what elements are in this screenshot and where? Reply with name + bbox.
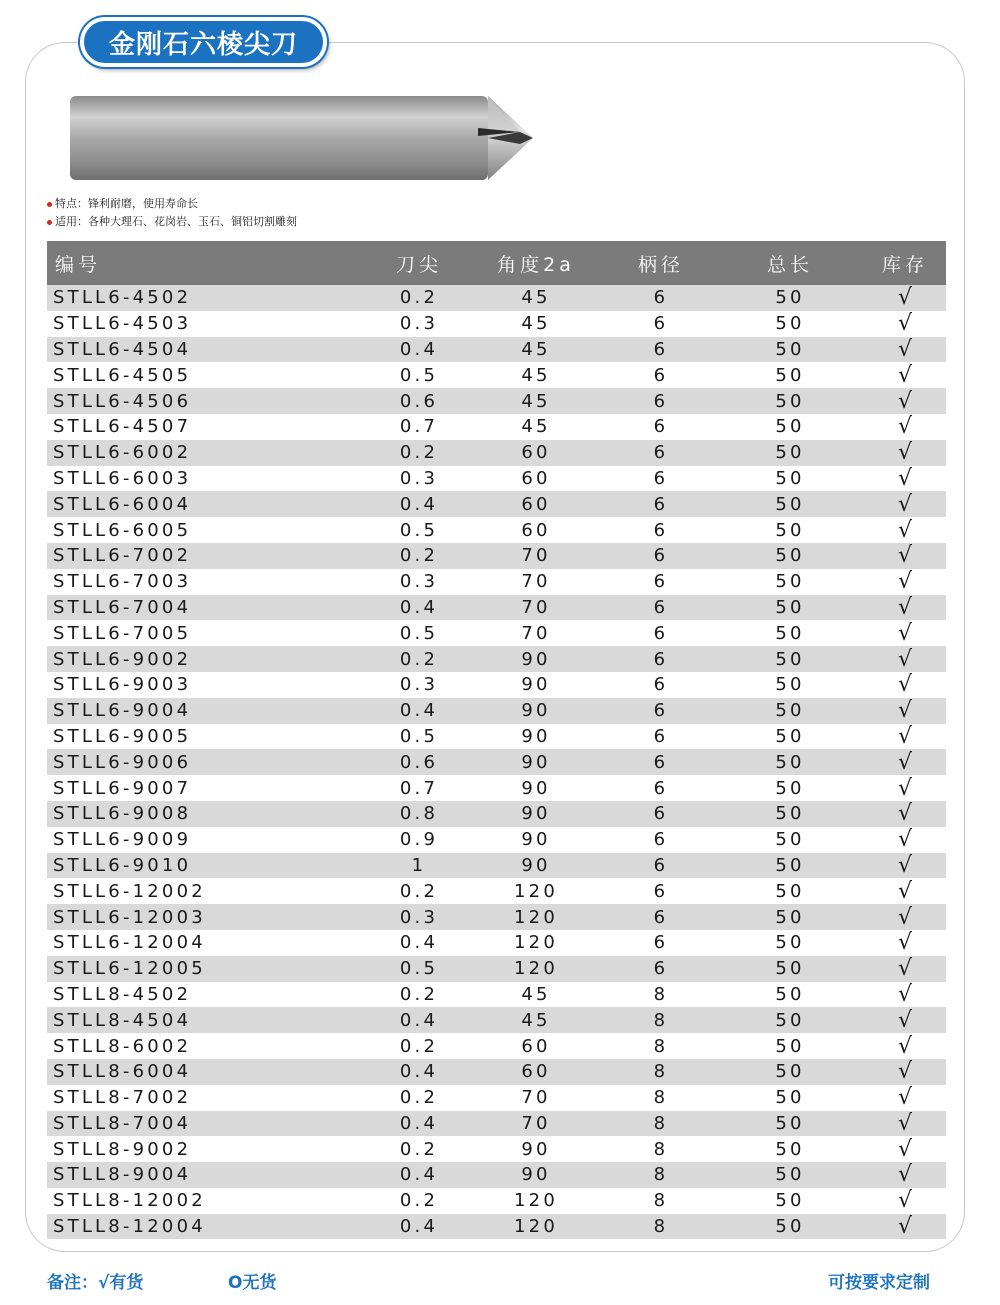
cell-length: 50 bbox=[775, 1164, 805, 1186]
table-row bbox=[47, 724, 946, 750]
cell-tip: 0.3 bbox=[399, 674, 439, 696]
table-row bbox=[47, 620, 946, 646]
cell-tip: 0.8 bbox=[399, 803, 439, 825]
cell-stock: √ bbox=[897, 749, 913, 775]
cell-tip: 0.7 bbox=[399, 416, 439, 438]
table-row bbox=[47, 1033, 946, 1059]
cell-tip: 0.5 bbox=[399, 725, 439, 747]
cell-length: 50 bbox=[775, 622, 805, 644]
cell-shank: 6 bbox=[653, 674, 669, 696]
cell-length: 50 bbox=[775, 854, 805, 876]
table-row bbox=[47, 1111, 946, 1137]
cell-angle: 120 bbox=[514, 880, 558, 902]
cell-stock: √ bbox=[897, 388, 913, 414]
cell-shank: 6 bbox=[653, 416, 669, 438]
table-row bbox=[47, 595, 946, 621]
cell-angle: 120 bbox=[514, 958, 558, 980]
cell-tip: 0.6 bbox=[399, 751, 439, 773]
cell-code: STLL8-6002 bbox=[53, 1035, 192, 1057]
cell-stock: √ bbox=[897, 285, 913, 311]
cell-code: STLL6-7004 bbox=[53, 596, 192, 618]
table-row bbox=[47, 285, 946, 311]
cell-shank: 8 bbox=[653, 1061, 669, 1083]
header-stock: 库存 bbox=[881, 253, 928, 276]
cell-code: STLL6-9002 bbox=[53, 648, 192, 670]
cell-stock: √ bbox=[897, 620, 913, 646]
cell-angle: 120 bbox=[514, 932, 558, 954]
table-row bbox=[47, 1214, 946, 1240]
cell-length: 50 bbox=[775, 803, 805, 825]
cell-shank: 6 bbox=[653, 958, 669, 980]
cell-code: STLL6-9004 bbox=[53, 700, 192, 722]
cell-stock: √ bbox=[897, 414, 913, 440]
cell-length: 50 bbox=[775, 416, 805, 438]
cell-code: STLL6-9006 bbox=[53, 751, 192, 773]
header-shank: 柄径 bbox=[637, 253, 684, 276]
table-row bbox=[47, 1188, 946, 1214]
cell-angle: 70 bbox=[521, 571, 551, 593]
cell-length: 50 bbox=[775, 751, 805, 773]
cell-shank: 6 bbox=[653, 725, 669, 747]
cell-shank: 6 bbox=[653, 467, 669, 489]
cell-length: 50 bbox=[775, 958, 805, 980]
cell-length: 50 bbox=[775, 287, 805, 309]
header-angle: 角度2a bbox=[497, 253, 575, 276]
cell-angle: 45 bbox=[521, 983, 551, 1005]
cell-tip: 0.4 bbox=[399, 1216, 439, 1238]
cell-length: 50 bbox=[775, 364, 805, 386]
cell-tip: 0.2 bbox=[399, 983, 439, 1005]
cell-length: 50 bbox=[775, 906, 805, 928]
cell-angle: 90 bbox=[521, 803, 551, 825]
cell-angle: 70 bbox=[521, 596, 551, 618]
cell-shank: 6 bbox=[653, 493, 669, 515]
table-row bbox=[47, 878, 946, 904]
cell-stock: √ bbox=[897, 311, 913, 337]
cell-code: STLL8-7004 bbox=[53, 1112, 192, 1134]
cell-length: 50 bbox=[775, 648, 805, 670]
red-bullet-icon bbox=[47, 220, 52, 225]
table-row bbox=[47, 956, 946, 982]
cell-angle: 45 bbox=[521, 1009, 551, 1031]
cell-tip: 0.2 bbox=[399, 1035, 439, 1057]
cell-stock: √ bbox=[897, 775, 913, 801]
cell-length: 50 bbox=[775, 983, 805, 1005]
cell-tip: 0.9 bbox=[399, 829, 439, 851]
cell-shank: 6 bbox=[653, 390, 669, 412]
cell-stock: √ bbox=[897, 723, 913, 749]
cell-tip: 1 bbox=[411, 854, 427, 876]
cell-length: 50 bbox=[775, 442, 805, 464]
cell-stock: √ bbox=[897, 491, 913, 517]
cell-stock: √ bbox=[897, 594, 913, 620]
cell-code: STLL8-9002 bbox=[53, 1138, 192, 1160]
cell-angle: 90 bbox=[521, 1164, 551, 1186]
cell-code: STLL8-4502 bbox=[53, 983, 192, 1005]
cell-code: STLL6-7005 bbox=[53, 622, 192, 644]
cell-angle: 90 bbox=[521, 777, 551, 799]
cell-shank: 6 bbox=[653, 751, 669, 773]
cell-shank: 6 bbox=[653, 338, 669, 360]
cell-length: 50 bbox=[775, 1216, 805, 1238]
cell-stock: √ bbox=[897, 1085, 913, 1111]
cell-stock: √ bbox=[897, 852, 913, 878]
table-row bbox=[47, 698, 946, 724]
cell-length: 50 bbox=[775, 390, 805, 412]
cell-shank: 6 bbox=[653, 854, 669, 876]
custom-order-note: 可按要求定制 bbox=[828, 1273, 930, 1293]
cell-stock: √ bbox=[897, 543, 913, 569]
cell-length: 50 bbox=[775, 338, 805, 360]
cell-shank: 6 bbox=[653, 287, 669, 309]
feature-item bbox=[47, 195, 297, 213]
table-row bbox=[47, 1007, 946, 1033]
cell-length: 50 bbox=[775, 493, 805, 515]
cell-tip: 0.2 bbox=[399, 1190, 439, 1212]
cell-angle: 90 bbox=[521, 648, 551, 670]
cell-length: 50 bbox=[775, 1190, 805, 1212]
cell-length: 50 bbox=[775, 1009, 805, 1031]
cell-shank: 6 bbox=[653, 519, 669, 541]
note-label: 备注： bbox=[47, 1273, 98, 1293]
cell-code: STLL6-7003 bbox=[53, 571, 192, 593]
cell-stock: √ bbox=[897, 904, 913, 930]
table-row bbox=[47, 801, 946, 827]
cell-tip: 0.5 bbox=[399, 519, 439, 541]
cell-angle: 60 bbox=[521, 519, 551, 541]
cell-shank: 8 bbox=[653, 1009, 669, 1031]
feature-text: 适用：各种大理石、花岗岩、玉石、铜铝切割雕刻 bbox=[55, 215, 297, 228]
cell-stock: √ bbox=[897, 1162, 913, 1188]
page-title: 金刚石六棱尖刀 bbox=[80, 17, 327, 67]
cell-tip: 0.5 bbox=[399, 958, 439, 980]
table-row bbox=[47, 749, 946, 775]
cell-length: 50 bbox=[775, 1035, 805, 1057]
cell-angle: 90 bbox=[521, 829, 551, 851]
header-length: 总长 bbox=[766, 253, 813, 276]
cell-stock: √ bbox=[897, 646, 913, 672]
product-table bbox=[47, 241, 946, 1239]
table-row bbox=[47, 930, 946, 956]
cell-shank: 6 bbox=[653, 596, 669, 618]
feature-list bbox=[47, 195, 297, 231]
cell-angle: 45 bbox=[521, 338, 551, 360]
cell-tip: 0.5 bbox=[399, 622, 439, 644]
cell-tip: 0.3 bbox=[399, 313, 439, 335]
table-row bbox=[47, 775, 946, 801]
table-row bbox=[47, 827, 946, 853]
table-body bbox=[47, 285, 946, 1239]
cell-length: 50 bbox=[775, 700, 805, 722]
cell-shank: 6 bbox=[653, 313, 669, 335]
cell-tip: 0.2 bbox=[399, 1087, 439, 1109]
cell-code: STLL6-4506 bbox=[53, 390, 192, 412]
cell-tip: 0.2 bbox=[399, 287, 439, 309]
cell-stock: √ bbox=[897, 672, 913, 698]
in-stock-legend: √有货 bbox=[98, 1273, 144, 1293]
cell-shank: 6 bbox=[653, 571, 669, 593]
cell-length: 50 bbox=[775, 829, 805, 851]
cell-shank: 6 bbox=[653, 803, 669, 825]
table-row bbox=[47, 1136, 946, 1162]
table-row bbox=[47, 543, 946, 569]
cell-code: STLL6-12004 bbox=[53, 932, 206, 954]
cell-code: STLL8-12002 bbox=[53, 1190, 206, 1212]
cell-length: 50 bbox=[775, 777, 805, 799]
cell-code: STLL8-9004 bbox=[53, 1164, 192, 1186]
cell-angle: 60 bbox=[521, 493, 551, 515]
cell-shank: 8 bbox=[653, 1112, 669, 1134]
cell-code: STLL6-6002 bbox=[53, 442, 192, 464]
cell-angle: 90 bbox=[521, 854, 551, 876]
cell-shank: 6 bbox=[653, 648, 669, 670]
cell-length: 50 bbox=[775, 545, 805, 567]
table-row bbox=[47, 466, 946, 492]
cell-tip: 0.4 bbox=[399, 1164, 439, 1186]
cell-angle: 45 bbox=[521, 364, 551, 386]
cell-angle: 60 bbox=[521, 1035, 551, 1057]
cell-length: 50 bbox=[775, 1112, 805, 1134]
cell-tip: 0.3 bbox=[399, 571, 439, 593]
header-tip: 刀尖 bbox=[395, 253, 442, 276]
cell-code: STLL8-12004 bbox=[53, 1216, 206, 1238]
cell-angle: 45 bbox=[521, 390, 551, 412]
cell-shank: 8 bbox=[653, 1138, 669, 1160]
cell-stock: √ bbox=[897, 517, 913, 543]
cell-angle: 90 bbox=[521, 674, 551, 696]
table-header bbox=[47, 241, 946, 285]
cell-code: STLL6-9009 bbox=[53, 829, 192, 851]
cell-angle: 90 bbox=[521, 700, 551, 722]
cell-stock: √ bbox=[897, 1059, 913, 1085]
header-code: 编号 bbox=[55, 253, 102, 276]
cell-angle: 70 bbox=[521, 1112, 551, 1134]
cell-tip: 0.3 bbox=[399, 467, 439, 489]
cell-tip: 0.2 bbox=[399, 545, 439, 567]
cell-shank: 6 bbox=[653, 622, 669, 644]
cell-tip: 0.4 bbox=[399, 1061, 439, 1083]
table-row bbox=[47, 388, 946, 414]
cell-angle: 90 bbox=[521, 725, 551, 747]
cell-length: 50 bbox=[775, 880, 805, 902]
cell-length: 50 bbox=[775, 1061, 805, 1083]
cell-code: STLL6-12005 bbox=[53, 958, 206, 980]
cell-shank: 6 bbox=[653, 545, 669, 567]
table-row bbox=[47, 569, 946, 595]
diamond-tool-image bbox=[68, 92, 538, 182]
cell-stock: √ bbox=[897, 440, 913, 466]
cell-code: STLL6-4502 bbox=[53, 287, 192, 309]
cell-length: 50 bbox=[775, 596, 805, 618]
table-row bbox=[47, 646, 946, 672]
red-bullet-icon bbox=[47, 202, 52, 207]
cell-stock: √ bbox=[897, 362, 913, 388]
cell-length: 50 bbox=[775, 571, 805, 593]
feature-text: 特点：锋利耐磨，使用寿命长 bbox=[55, 197, 198, 210]
table-row bbox=[47, 337, 946, 363]
footer-note bbox=[47, 1268, 143, 1293]
feature-item bbox=[47, 213, 297, 231]
cell-tip: 0.2 bbox=[399, 1138, 439, 1160]
cell-angle: 45 bbox=[521, 416, 551, 438]
cell-shank: 8 bbox=[653, 983, 669, 1005]
cell-tip: 0.4 bbox=[399, 493, 439, 515]
cell-shank: 6 bbox=[653, 442, 669, 464]
cell-code: STLL6-9007 bbox=[53, 777, 192, 799]
out-of-stock-legend: O无货 bbox=[228, 1273, 277, 1293]
cell-angle: 120 bbox=[514, 1216, 558, 1238]
cell-shank: 6 bbox=[653, 906, 669, 928]
cell-tip: 0.2 bbox=[399, 442, 439, 464]
cell-angle: 120 bbox=[514, 1190, 558, 1212]
table-row bbox=[47, 414, 946, 440]
cell-angle: 120 bbox=[514, 906, 558, 928]
table-row bbox=[47, 440, 946, 466]
cell-code: STLL8-6004 bbox=[53, 1061, 192, 1083]
cell-shank: 6 bbox=[653, 829, 669, 851]
cell-tip: 0.3 bbox=[399, 906, 439, 928]
cell-angle: 70 bbox=[521, 545, 551, 567]
cell-code: STLL6-9003 bbox=[53, 674, 192, 696]
cell-code: STLL6-4505 bbox=[53, 364, 192, 386]
cell-length: 50 bbox=[775, 313, 805, 335]
cell-tip: 0.6 bbox=[399, 390, 439, 412]
cell-stock: √ bbox=[897, 930, 913, 956]
cell-code: STLL6-9010 bbox=[53, 854, 192, 876]
cell-tip: 0.5 bbox=[399, 364, 439, 386]
cell-code: STLL6-4503 bbox=[53, 313, 192, 335]
cell-length: 50 bbox=[775, 674, 805, 696]
table-row bbox=[47, 311, 946, 337]
cell-stock: √ bbox=[897, 1007, 913, 1033]
cell-angle: 60 bbox=[521, 467, 551, 489]
cell-shank: 6 bbox=[653, 777, 669, 799]
cell-code: STLL8-7002 bbox=[53, 1087, 192, 1109]
table-row bbox=[47, 853, 946, 879]
cell-stock: √ bbox=[897, 698, 913, 724]
cell-length: 50 bbox=[775, 1138, 805, 1160]
cell-code: STLL8-4504 bbox=[53, 1009, 192, 1031]
cell-code: STLL6-6004 bbox=[53, 493, 192, 515]
cell-stock: √ bbox=[897, 1033, 913, 1059]
table-row bbox=[47, 982, 946, 1008]
cell-length: 50 bbox=[775, 932, 805, 954]
cell-tip: 0.2 bbox=[399, 648, 439, 670]
cell-tip: 0.4 bbox=[399, 1009, 439, 1031]
table-row bbox=[47, 672, 946, 698]
cell-angle: 60 bbox=[521, 442, 551, 464]
cell-tip: 0.2 bbox=[399, 880, 439, 902]
cell-tip: 0.4 bbox=[399, 338, 439, 360]
cell-tip: 0.4 bbox=[399, 700, 439, 722]
cell-stock: √ bbox=[897, 878, 913, 904]
cell-shank: 8 bbox=[653, 1087, 669, 1109]
cell-stock: √ bbox=[897, 1188, 913, 1214]
cell-stock: √ bbox=[897, 465, 913, 491]
cell-stock: √ bbox=[897, 1136, 913, 1162]
cell-angle: 90 bbox=[521, 751, 551, 773]
table-row bbox=[47, 1059, 946, 1085]
cell-stock: √ bbox=[897, 1110, 913, 1136]
cell-shank: 8 bbox=[653, 1190, 669, 1212]
cell-stock: √ bbox=[897, 336, 913, 362]
cell-length: 50 bbox=[775, 519, 805, 541]
cell-shank: 8 bbox=[653, 1035, 669, 1057]
cell-angle: 70 bbox=[521, 1087, 551, 1109]
cell-code: STLL6-6005 bbox=[53, 519, 192, 541]
cell-shank: 6 bbox=[653, 932, 669, 954]
cell-length: 50 bbox=[775, 1087, 805, 1109]
cell-code: STLL6-7002 bbox=[53, 545, 192, 567]
cell-shank: 8 bbox=[653, 1216, 669, 1238]
cell-length: 50 bbox=[775, 467, 805, 489]
table-row bbox=[47, 1162, 946, 1188]
cell-tip: 0.4 bbox=[399, 596, 439, 618]
cell-shank: 6 bbox=[653, 880, 669, 902]
cell-angle: 45 bbox=[521, 287, 551, 309]
cell-stock: √ bbox=[897, 569, 913, 595]
table-row bbox=[47, 491, 946, 517]
cell-length: 50 bbox=[775, 725, 805, 747]
cell-code: STLL6-12002 bbox=[53, 880, 206, 902]
cell-stock: √ bbox=[897, 981, 913, 1007]
cell-angle: 90 bbox=[521, 1138, 551, 1160]
cell-code: STLL6-9005 bbox=[53, 725, 192, 747]
cell-stock: √ bbox=[897, 956, 913, 982]
cell-shank: 8 bbox=[653, 1164, 669, 1186]
cell-tip: 0.7 bbox=[399, 777, 439, 799]
cell-angle: 60 bbox=[521, 1061, 551, 1083]
cell-angle: 45 bbox=[521, 313, 551, 335]
cell-code: STLL6-9008 bbox=[53, 803, 192, 825]
table-row bbox=[47, 1085, 946, 1111]
table-row bbox=[47, 362, 946, 388]
cell-stock: √ bbox=[897, 801, 913, 827]
cell-tip: 0.4 bbox=[399, 1112, 439, 1134]
cell-tip: 0.4 bbox=[399, 932, 439, 954]
cell-code: STLL6-6003 bbox=[53, 467, 192, 489]
table-row bbox=[47, 904, 946, 930]
cell-stock: √ bbox=[897, 827, 913, 853]
cell-code: STLL6-4504 bbox=[53, 338, 192, 360]
cell-code: STLL6-4507 bbox=[53, 416, 192, 438]
table-row bbox=[47, 517, 946, 543]
cell-shank: 6 bbox=[653, 364, 669, 386]
cell-code: STLL6-12003 bbox=[53, 906, 206, 928]
cell-stock: √ bbox=[897, 1214, 913, 1240]
cell-shank: 6 bbox=[653, 700, 669, 722]
cell-angle: 70 bbox=[521, 622, 551, 644]
